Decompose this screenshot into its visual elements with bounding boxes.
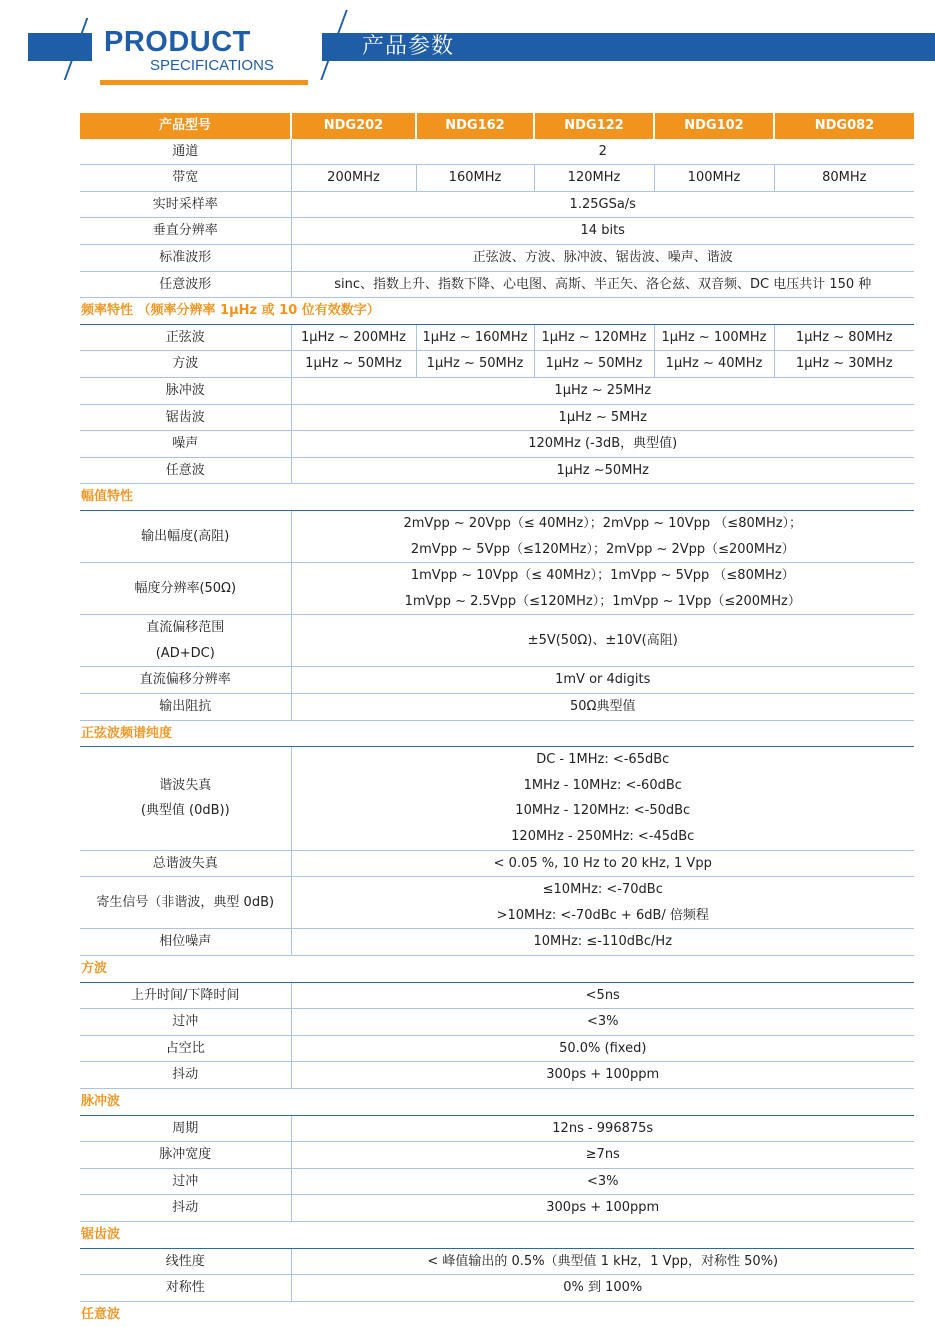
- row-value: [291, 563, 914, 615]
- row-value: 0% 到 100%: [291, 1275, 914, 1302]
- table-row: [80, 404, 914, 431]
- row-label: 过冲: [80, 1168, 291, 1195]
- section-row: [80, 1221, 914, 1248]
- spec-table: [80, 113, 914, 1327]
- row-value: 1mV or 4digits: [291, 667, 914, 694]
- row-value: 1μHz ~ 40MHz: [654, 351, 774, 378]
- row-label: 幅度分辨率(50Ω): [80, 563, 291, 615]
- row-label: 上升时间/下降时间: [80, 982, 291, 1009]
- table-row: [80, 351, 914, 378]
- table-row: [80, 1168, 914, 1195]
- section-title: 脉冲波: [80, 1088, 914, 1115]
- row-value: 50Ω典型值: [291, 694, 914, 721]
- row-label: 寄生信号（非谐波，典型 0dB): [80, 877, 291, 929]
- table-row: [80, 324, 914, 351]
- table-row: [80, 191, 914, 218]
- table-row: [80, 850, 914, 877]
- row-label: [80, 747, 291, 850]
- row-value: 120MHz: [534, 165, 654, 192]
- row-value: <3%: [291, 1168, 914, 1195]
- row-value: 1μHz ~ 25MHz: [291, 377, 914, 404]
- table-row: [80, 563, 914, 615]
- row-value: [291, 877, 914, 929]
- value-line: 120MHz - 250MHz: <-45dBc: [511, 829, 695, 845]
- row-label: 垂直分辨率: [80, 218, 291, 245]
- row-label: 脉冲波: [80, 377, 291, 404]
- section-row: [80, 484, 914, 511]
- value-line: 2mVpp ~ 5Vpp（≤120MHz）；2mVpp ~ 2Vpp（≤200MHz）: [410, 541, 795, 557]
- table-row: [80, 615, 914, 667]
- row-label: 噪声: [80, 431, 291, 458]
- section-title: 幅值特性: [80, 484, 914, 511]
- row-label: 方波: [80, 351, 291, 378]
- header-underline: [100, 80, 308, 85]
- row-value: 1.25GSa/s: [291, 191, 914, 218]
- table-row: [80, 139, 914, 165]
- row-label: 线性度: [80, 1248, 291, 1275]
- table-row: [80, 218, 914, 245]
- model-name: NDG082: [774, 113, 914, 139]
- label-line: 谐波失真: [159, 777, 212, 793]
- row-label: 直流偏移分辨率: [80, 667, 291, 694]
- value-line: 1mVpp ~ 2.5Vpp（≤120MHz）；1mVpp ~ 1Vpp（≤200MHz）: [404, 593, 801, 609]
- table-row: [80, 667, 914, 694]
- table-row: [80, 1195, 914, 1222]
- section-title: 频率特性 （频率分辨率 1μHz 或 10 位有效数字）: [80, 298, 914, 325]
- table-row: [80, 271, 914, 298]
- header-title-cn: 产品参数: [362, 34, 455, 59]
- table-row: [80, 1275, 914, 1302]
- model-name: NDG202: [291, 113, 416, 139]
- header-specifications: SPECIFICATIONS: [150, 57, 274, 74]
- row-value: 12ns - 996875s: [291, 1115, 914, 1142]
- row-label: 任意波形: [80, 271, 291, 298]
- model-header: 产品型号: [80, 113, 291, 139]
- row-label: 实时采样率: [80, 191, 291, 218]
- value-line: 10MHz - 120MHz: <-50dBc: [515, 803, 691, 819]
- table-row: [80, 982, 914, 1009]
- row-value: 300ps + 100ppm: [291, 1062, 914, 1089]
- table-row: [80, 1062, 914, 1089]
- section-row: [80, 720, 914, 747]
- table-row: [80, 431, 914, 458]
- row-value: 2: [291, 139, 914, 165]
- row-value: 1μHz ~ 50MHz: [416, 351, 534, 378]
- table-header-row: [80, 113, 914, 139]
- row-value: 1μHz ~ 100MHz: [654, 324, 774, 351]
- row-label: 输出阻抗: [80, 694, 291, 721]
- value-line: 1MHz - 10MHz: <-60dBc: [523, 777, 682, 793]
- section-row: [80, 1088, 914, 1115]
- section-title: 方波: [80, 956, 914, 983]
- value-line: ≤10MHz: <-70dBc: [542, 882, 663, 898]
- row-value: 1μHz ~ 80MHz: [774, 324, 914, 351]
- table-row: [80, 747, 914, 850]
- value-line: 2mVpp ~ 20Vpp（≤ 40MHz）；2mVpp ~ 10Vpp （≤80MHz）；: [403, 515, 803, 531]
- model-name: NDG102: [654, 113, 774, 139]
- row-value: 200MHz: [291, 165, 416, 192]
- row-value: 1μHz ~ 50MHz: [534, 351, 654, 378]
- section-title: 正弦波频谱纯度: [80, 720, 914, 747]
- row-label: 标准波形: [80, 244, 291, 271]
- model-name: NDG122: [534, 113, 654, 139]
- header-product: PRODUCT: [104, 26, 251, 58]
- row-label: 总谐波失真: [80, 850, 291, 877]
- table-row: [80, 510, 914, 562]
- row-value: 50.0% (fixed): [291, 1035, 914, 1062]
- row-label: 带宽: [80, 165, 291, 192]
- value-line: >10MHz: <-70dBc + 6dB/ 倍频程: [496, 907, 709, 923]
- row-label: 过冲: [80, 1009, 291, 1036]
- row-value: 1μHz ~ 160MHz: [416, 324, 534, 351]
- row-value: <5ns: [291, 982, 914, 1009]
- label-line: (典型值 (0dB)): [140, 803, 230, 819]
- row-label: 相位噪声: [80, 929, 291, 956]
- label-line: 直流偏移范围: [146, 620, 225, 636]
- row-label: 通道: [80, 139, 291, 165]
- row-value: 160MHz: [416, 165, 534, 192]
- label-line: (AD+DC): [155, 645, 215, 661]
- row-value: 14 bits: [291, 218, 914, 245]
- table-row: [80, 694, 914, 721]
- row-label: 占空比: [80, 1035, 291, 1062]
- row-value: 1μHz ~ 30MHz: [774, 351, 914, 378]
- section-title: 锯齿波: [80, 1221, 914, 1248]
- row-value: 1μHz ~ 5MHz: [291, 404, 914, 431]
- row-value: 1μHz ~50MHz: [291, 457, 914, 484]
- row-value: 80MHz: [774, 165, 914, 192]
- row-value: 10MHz: ≤-110dBc/Hz: [291, 929, 914, 956]
- section-title: 任意波: [81, 1306, 121, 1322]
- table-row: [80, 457, 914, 484]
- section-row: [80, 298, 914, 325]
- table-row: [80, 377, 914, 404]
- table-row: [80, 165, 914, 192]
- table-row: [80, 1035, 914, 1062]
- section-row: [80, 1301, 914, 1327]
- row-label: 正弦波: [80, 324, 291, 351]
- row-label: 抖动: [80, 1195, 291, 1222]
- table-row: [80, 1115, 914, 1142]
- table-row: [80, 1142, 914, 1169]
- row-value: < 峰值输出的 0.5%（典型值 1 kHz，1 Vpp，对称性 50%): [291, 1248, 914, 1275]
- row-value: 1μHz ~ 120MHz: [534, 324, 654, 351]
- row-label: 脉冲宽度: [80, 1142, 291, 1169]
- row-value: <3%: [291, 1009, 914, 1036]
- table-row: [80, 877, 914, 929]
- row-value: 100MHz: [654, 165, 774, 192]
- table-row: [80, 929, 914, 956]
- value-line: DC - 1MHz: <-65dBc: [536, 752, 670, 768]
- row-value: 300ps + 100ppm: [291, 1195, 914, 1222]
- row-label: 任意波: [80, 457, 291, 484]
- table-row: [80, 1248, 914, 1275]
- row-label: 锯齿波: [80, 404, 291, 431]
- row-value: [291, 747, 914, 850]
- row-label: 对称性: [80, 1275, 291, 1302]
- row-value: < 0.05 %, 10 Hz to 20 kHz, 1 Vpp: [291, 850, 914, 877]
- section-row: [80, 956, 914, 983]
- row-value: sinc、指数上升、指数下降、心电图、高斯、半正矢、洛仑兹、双音频、DC 电压共计 150 种: [291, 271, 914, 298]
- row-label: 抖动: [80, 1062, 291, 1089]
- value-line: 1mVpp ~ 10Vpp（≤ 40MHz）；1mVpp ~ 5Vpp （≤80MHz）: [410, 568, 795, 584]
- table-row: [80, 244, 914, 271]
- model-name: NDG162: [416, 113, 534, 139]
- row-value: [291, 510, 914, 562]
- row-value: 120MHz (-3dB，典型值): [291, 431, 914, 458]
- row-value: 正弦波、方波、脉冲波、锯齿波、噪声、谐波: [291, 244, 914, 271]
- row-value: ±5V(50Ω)、±10V(高阻): [291, 615, 914, 667]
- row-label: 周期: [80, 1115, 291, 1142]
- row-label: [80, 615, 291, 667]
- table-row: [80, 1009, 914, 1036]
- row-value: 1μHz ~ 200MHz: [291, 324, 416, 351]
- row-value: ≥7ns: [291, 1142, 914, 1169]
- row-value: 1μHz ~ 50MHz: [291, 351, 416, 378]
- row-label: 输出幅度(高阻): [80, 510, 291, 562]
